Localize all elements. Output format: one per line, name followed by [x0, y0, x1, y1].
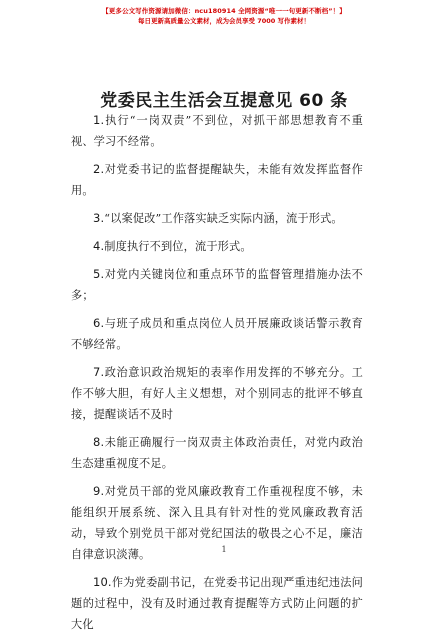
item-text: “以案促改”工作落实缺乏实际内涵，流于形式。 [104, 212, 343, 225]
item-number: 6. [93, 316, 105, 330]
document-title: 党委民主生活会互提意见 60 条 [100, 91, 348, 111]
list-item [71, 432, 363, 474]
item-number: 10. [93, 575, 112, 589]
item-text: 制度执行不到位，流于形式。 [104, 240, 252, 253]
header-banner [0, 6, 448, 26]
list-item [71, 313, 363, 355]
item-text: 政治意识政治规矩的表率作用发挥的不够充分。工作不够大胆，有好人主义想想，对个别同志的批评不够直接，提醒谈话不及时 [71, 366, 363, 421]
header-banner-line2: 每日更新高质量公文素材，成为会员享受 7000 写作素材！ [137, 17, 311, 25]
list-item [71, 110, 363, 152]
list-item [71, 159, 363, 201]
item-number: 2. [93, 162, 105, 176]
item-number: 7. [93, 365, 105, 379]
item-number: 4. [93, 239, 105, 253]
page-number: 1 [221, 545, 227, 554]
list-item [71, 572, 363, 635]
item-text: 对党员干部的党风廉政教育工作重视程度不够，未能组织开展系统、深入且具有针对性的党风廉政教育活动，导致个别党员干部对党纪国法的敬畏之心不足，廉洁自律意识淡薄。 [71, 485, 363, 561]
item-text: 未能正确履行一岗双责主体政治责任，对党内政治生态建重视度不足。 [71, 436, 363, 470]
item-text: 执行“一岗双责”不到位，对抓干部思想教育不重视、学习不经常。 [71, 114, 363, 148]
item-text: 对党委书记的监督提醒缺失，未能有效发挥监督作用。 [71, 163, 363, 197]
item-number: 9. [93, 484, 105, 498]
item-number: 8. [93, 435, 105, 449]
item-number: 3. [93, 211, 105, 225]
list-item [71, 208, 363, 229]
item-text: 作为党委副书记，在党委书记出现严重违纪违法问题的过程中，没有及时通过教育提醒等方式防止问题的扩大化 [71, 576, 363, 631]
item-number: 5. [93, 267, 105, 281]
header-banner-line1: 【更多公文写作资源请加微信：ncu180914 全网资源“唯一一句更新不断档”！】 [102, 7, 346, 15]
list-item [71, 236, 363, 257]
item-text: 与班子成员和重点岗位人员开展廉政谈话警示教育不够经常。 [71, 317, 363, 351]
item-text: 对党内关键岗位和重点环节的监督管理措施办法不多； [71, 268, 363, 302]
list-item [71, 362, 363, 425]
list-item [71, 264, 363, 306]
document-body [71, 110, 363, 642]
item-number: 1. [93, 113, 105, 127]
